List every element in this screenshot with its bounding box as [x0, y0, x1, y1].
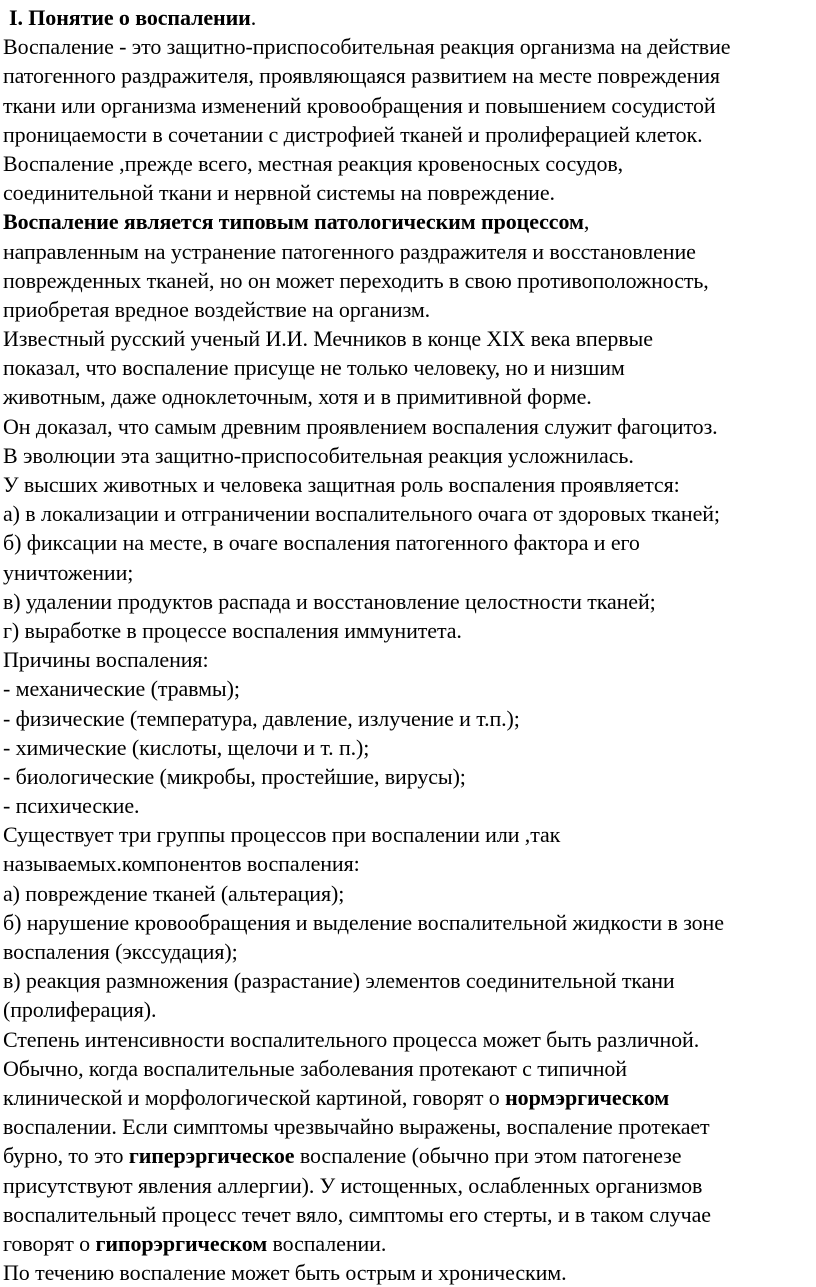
section-heading	[3, 3, 815, 32]
text-segment: бурно, то это	[3, 1143, 129, 1169]
list-item: в) удалении продуктов распада и восстановление целостности тканей;	[3, 588, 656, 614]
list-item: - биологические (микробы, простейшие, вирусы);	[3, 763, 466, 789]
list-item: а) в локализации и отграничении воспалительного очага от здоровых тканей;	[3, 501, 720, 527]
list-item: г) выработке в процессе воспаления иммунитета.	[3, 617, 462, 643]
text-line: воспалении. Если симптомы чрезвычайно выражены, воспаление протекает	[3, 1114, 710, 1140]
text-line: По течению воспаление может быть острым и хроническим.	[3, 1260, 567, 1286]
text-line: проницаемости в сочетании с дистрофией тканей и пролиферацией клеток.	[3, 121, 703, 147]
hyperergic-term: гиперэргическое	[128, 1143, 295, 1169]
list-item: б) нарушение кровообращения и выделение воспалительной жидкости в зоне	[3, 909, 724, 935]
text-line: животным, даже одноклеточным, хотя и в примитивной форме.	[3, 384, 592, 410]
text-line: присутствуют явления аллергии). У истощенных, ослабленных организмов	[3, 1172, 703, 1198]
text-line: приобретая вредное воздействие на организм.	[3, 296, 431, 322]
mechnikov-paragraph	[3, 324, 815, 645]
list-item: в) реакция размножения (разрастание) элементов соединительной ткани	[3, 968, 675, 994]
comma: ,	[583, 209, 590, 235]
list-item: - психические.	[3, 793, 140, 819]
text-segment: воспаление (обычно при этом патогенезе	[294, 1143, 682, 1169]
list-item: - механические (травмы);	[3, 676, 240, 702]
text-line: Известный русский ученый И.И. Мечников в конце XIX века впервые	[3, 326, 653, 352]
text-line	[3, 1229, 815, 1258]
list-item: воспаления (экссудация);	[3, 939, 238, 964]
text-line: Существует три группы процессов при воспалении или ,так	[3, 822, 561, 848]
text-line	[3, 207, 815, 236]
section-title: Понятие о воспалении	[28, 5, 251, 30]
text-line: называемых.компонентов воспаления:	[3, 851, 360, 877]
text-line: Обычно, когда воспалительные заболевания протекают с типичной	[3, 1055, 627, 1081]
typical-process-bold: Воспаление является типовым патологическим процессом	[3, 209, 584, 235]
text-line: поврежденных тканей, но он может переходить в свою противоположность,	[3, 267, 709, 293]
list-item: б) фиксации на месте, в очаге воспаления патогенного фактора и его	[3, 530, 640, 556]
text-line: ткани или организма изменений кровообращения и повышением сосудистой	[3, 92, 716, 118]
text-line: У высших животных и человека защитная роль воспаления проявляется:	[3, 472, 680, 497]
text-line: Воспаление ,прежде всего, местная реакция кровеносных сосудов,	[3, 150, 624, 176]
text-line: соединительной ткани и нервной системы на повреждение.	[3, 180, 555, 206]
text-segment: говорят о	[3, 1230, 96, 1256]
intensity-paragraph	[3, 1025, 815, 1259]
components-list	[3, 820, 815, 1024]
course-paragraph	[3, 1258, 815, 1287]
list-item: (пролиферация).	[3, 997, 157, 1023]
text-line: В эволюции эта защитно-приспособительная реакция усложнилась.	[3, 442, 634, 468]
text-segment: клинической и морфологической картиной, говорят о	[3, 1084, 506, 1110]
text-line: воспалительный процесс течет вяло, симптомы его стерты, и в таком случае	[3, 1201, 711, 1227]
typical-process-paragraph	[3, 207, 815, 324]
text-line: Воспаление - это защитно-приспособительная реакция организма на действие	[3, 34, 731, 60]
list-item: - физические (температура, давление, излучение и т.п.);	[3, 705, 520, 731]
causes-list	[3, 645, 815, 820]
text-segment: воспалении.	[267, 1230, 387, 1256]
section-title-end: .	[250, 5, 257, 30]
section-number: I.	[9, 5, 23, 30]
text-line: Степень интенсивности воспалительного процесса может быть различной.	[3, 1026, 700, 1052]
document-page	[3, 3, 815, 1287]
list-item: - химические (кислоты, щелочи и т. п.);	[3, 734, 370, 760]
text-line	[3, 1083, 815, 1112]
definition-paragraph	[3, 32, 815, 207]
text-line: патогенного раздражителя, проявляющаяся развитием на месте повреждения	[3, 63, 720, 89]
list-item: уничтожении;	[3, 559, 134, 585]
text-line: направленным на устранение патогенного раздражителя и восстановление	[3, 238, 696, 264]
list-item: а) повреждение тканей (альтерация);	[3, 880, 345, 906]
hypoergic-term: гипорэргическом	[95, 1230, 268, 1256]
normergic-term: нормэргическом	[505, 1084, 670, 1110]
text-line: показал, что воспаление присуще не только человеку, но и низшим	[3, 355, 625, 381]
text-line: Он доказал, что самым древним проявлением воспаления служит фагоцитоз.	[3, 413, 718, 439]
causes-heading: Причины воспаления:	[3, 647, 209, 673]
text-line	[3, 1141, 815, 1170]
